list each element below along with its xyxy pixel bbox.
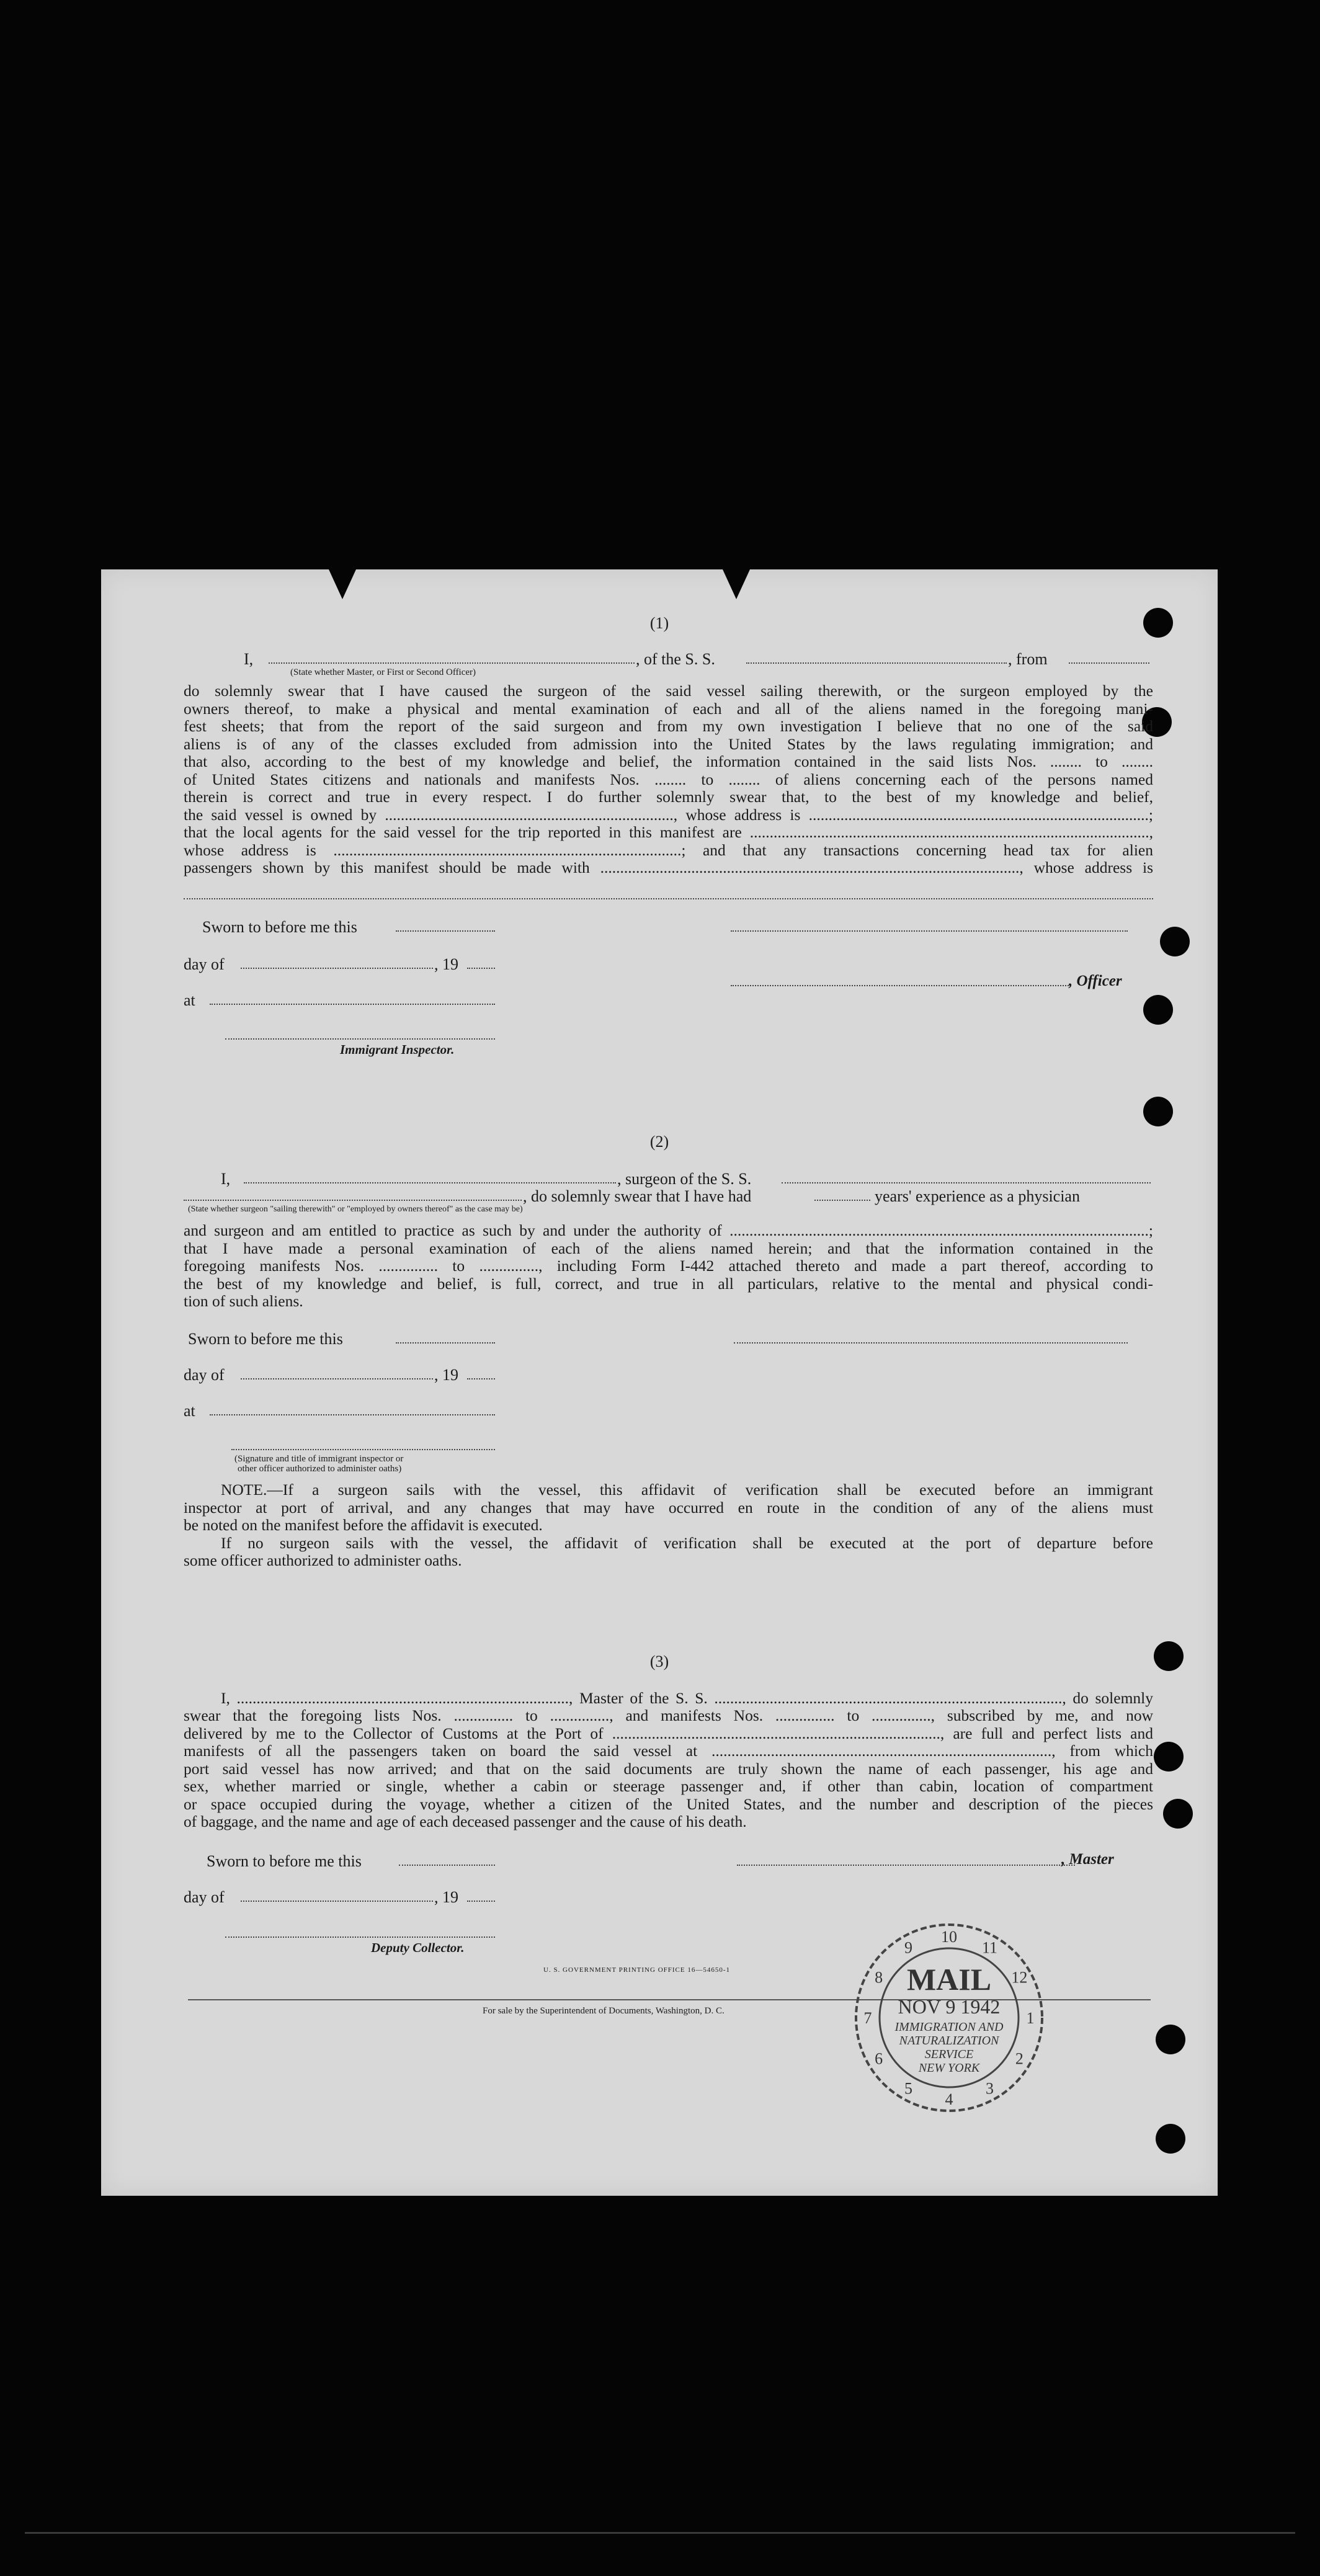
oath-line: or space occupied during the voyage, whether a citizen of the United States, and the number and description of the pieces: [184, 1795, 1153, 1813]
section-2-number: (2): [649, 1133, 669, 1151]
year-field: [467, 1901, 495, 1902]
day-field: [241, 1901, 433, 1902]
section-2-oath: [184, 1222, 1153, 1311]
officer-signature-field: [731, 930, 1128, 932]
section-2-note: [184, 1481, 1153, 1570]
section-3-oath: [221, 1690, 1153, 1708]
stamp-ring-digit: 10: [941, 1928, 957, 1946]
inspector-label: Immigrant Inspector.: [340, 1042, 455, 1057]
sworn-label: Sworn to before me this: [202, 918, 357, 936]
oath-line: and surgeon and am entitled to practice as such by and under the authority of ..........................................................................................................;: [184, 1222, 1153, 1239]
at-field: [210, 1414, 495, 1415]
collector-signature-field: [225, 1936, 495, 1938]
printing-office-line: U. S. GOVERNMENT PRINTING OFFICE 16—54650-1: [543, 1966, 731, 1974]
collector-label: Deputy Collector.: [371, 1940, 465, 1955]
year-field: [467, 968, 495, 969]
year-label: , 19: [434, 1366, 458, 1384]
day-field: [241, 968, 433, 969]
oath-line: owners thereof, to make a physical and mental examination of each and all of the aliens named in the foregoing mani-: [184, 700, 1153, 718]
punch-hole: [1143, 995, 1173, 1025]
officer-name-field: [269, 662, 635, 664]
oath-line: tion of such aliens.: [184, 1293, 303, 1310]
oath-line: that the local agents for the said vessel for the trip reported in this manifest are .....................................................................................................,: [184, 824, 1153, 841]
stamp-ring-digit: 2: [1015, 2049, 1023, 2068]
oath-line: foregoing manifests Nos. ............... to ..............., including Form I-442 attached thereto and made a part thereof, according to: [184, 1257, 1153, 1275]
day-field: [241, 1378, 433, 1379]
punch-hole: [1143, 1097, 1173, 1126]
oath-line: fest sheets; that from the report of the said surgeon and from my own investigation I believe that no one of the said: [184, 718, 1153, 735]
stamp-ring-digit: 9: [904, 1938, 912, 1957]
oath-line: manifests of all the passengers taken on board the said vessel at ......................................................................................, from which: [184, 1742, 1153, 1760]
oath-line: port said vessel has now arrived; and that on the said documents are truly shown the name of each passenger, his age and: [184, 1760, 1153, 1778]
punch-hole: [1160, 927, 1190, 956]
year-field: [467, 1378, 495, 1379]
oath-line: I, ...................................................................................., Master of the S. S. ........................................................................................, do solemnly: [221, 1690, 1153, 1707]
years-field: [814, 1200, 870, 1201]
stamp-ring-digit: 7: [863, 2009, 872, 2027]
immigration-mail-stamp: [847, 1915, 1051, 2120]
stamp-ring-digit: 11: [981, 1938, 998, 1957]
section-1-number: (1): [649, 614, 669, 632]
section-2-i: I,: [221, 1170, 231, 1188]
surgeon-vessel-field: [782, 1182, 1151, 1183]
stamp-line-1: IMMIGRATION AND: [894, 2020, 1004, 2034]
sworn-label: Sworn to before me this: [207, 1852, 362, 1870]
section-1-from: , from: [1008, 650, 1048, 668]
day-of-label: day of: [184, 955, 225, 973]
oath-line: of baggage, and the name and age of each deceased passenger and the cause of his death.: [184, 1813, 747, 1830]
note-line: NOTE.—If a surgeon sails with the vessel, this affidavit of verification shall be executed before an immigrant: [221, 1481, 1153, 1499]
note-line: If no surgeon sails with the vessel, the affidavit of verification shall be executed at the port of departure before: [221, 1534, 1153, 1552]
stamp-ring-digit: 12: [1011, 1968, 1028, 1987]
section-3-number: (3): [649, 1652, 669, 1670]
stamp-ring-digit: 1: [1026, 2009, 1035, 2027]
oath-line: passengers shown by this manifest should be made with .........................................................................................................., whose address is: [184, 859, 1153, 876]
oath-line: do solemnly swear that I have caused the surgeon of the said vessel sailing therewith, or the surgeon employed by the: [184, 682, 1153, 700]
stamp-ring-digit: 6: [875, 2049, 883, 2068]
inspector-signature-field: [231, 1449, 495, 1450]
inspector-signature-field: [225, 1038, 495, 1040]
punch-hole: [1154, 1742, 1184, 1772]
stamp-ring-digit: 4: [945, 2090, 953, 2108]
section-1-of-ss: , of the S. S.: [636, 650, 715, 668]
surgeon-name-field: [244, 1182, 616, 1183]
signer-caption: other officer authorized to administer oaths): [238, 1464, 402, 1474]
sworn-date-field: [396, 930, 495, 932]
oath-line: the best of my knowledge and belief, is full, correct, and true in all particulars, relative to the mental and physical condi-: [184, 1275, 1153, 1293]
oath-line: aliens is of any of the classes excluded from admission into the United States by the laws regulating immigration; and: [184, 735, 1153, 753]
stamp-mail: MAIL: [906, 1962, 992, 1997]
year-label: , 19: [434, 955, 458, 973]
punch-hole: [1156, 2025, 1185, 2054]
section-1-oath: [184, 682, 1153, 877]
oath-line: whose address is ........................................................................................; and that any transactions concerning head tax for alien: [184, 841, 1153, 859]
signer-caption: (Signature and title of immigrant inspector or: [234, 1454, 404, 1464]
at-label: at: [184, 991, 195, 1009]
oath-line: the said vessel is owned by ........................................................................., whose address is ......................................................................................;: [184, 806, 1153, 824]
officer-title-field: [731, 985, 1069, 986]
day-of-label: day of: [184, 1888, 225, 1906]
from-port-field: [1069, 662, 1149, 664]
at-field: [210, 1004, 495, 1005]
section-1-i: I,: [244, 650, 254, 668]
stamp-line-2: NATURALIZATION: [899, 2034, 999, 2048]
stamp-date: NOV 9 1942: [898, 1995, 1001, 2018]
swear-label: , do solemnly swear that I have had: [523, 1187, 752, 1205]
at-label: at: [184, 1402, 195, 1420]
officer-caption: (State whether Master, or First or Second Officer): [290, 667, 476, 677]
master-signature-field: [737, 1865, 1075, 1866]
surgeon-caption: (State whether surgeon "sailing therewith" or "employed by owners thereof" as the case may be): [188, 1205, 523, 1214]
stamp-line-4: NEW YORK: [918, 2061, 980, 2075]
surgeon-signature-field: [734, 1342, 1128, 1344]
stamp-ring-digit: 3: [986, 2079, 994, 2098]
stamp-ring-digit: 8: [875, 1968, 883, 1987]
sworn-date-field: [396, 1342, 495, 1344]
punch-hole: [1163, 1799, 1193, 1829]
oath-line: delivered by me to the Collector of Customs at the Port of ..................................................................................., are full and perfect lists and: [184, 1724, 1153, 1742]
sheet-notch: [723, 569, 750, 599]
stamp-ring-digit: 5: [904, 2079, 912, 2098]
day-of-label: day of: [184, 1366, 225, 1384]
officer-label: , Officer: [1069, 973, 1122, 989]
oath-line: that also, according to the best of my knowledge and belief, the information contained in the said lists Nos. ........ to ........: [184, 753, 1153, 770]
oath-line: swear that the foregoing lists Nos. ............... to ..............., and manifests Nos. ............... to ..............., subscribed by me, and now: [184, 1707, 1153, 1724]
vessel-name-field: [746, 662, 1007, 664]
film-edge-line: [25, 2532, 1295, 2534]
oath-line: that I have made a personal examination of each of the aliens named herein; and that the information contained in the: [184, 1239, 1153, 1257]
years-label: years' experience as a physician: [875, 1187, 1080, 1205]
sworn-date-field: [399, 1865, 495, 1866]
note-line: be noted on the manifest before the affidavit is executed.: [184, 1517, 543, 1534]
stamp-line-3: SERVICE: [924, 2048, 974, 2061]
sworn-label: Sworn to before me this: [188, 1330, 343, 1348]
note-line: inspector at port of arrival, and any changes that may have occurred en route in the condition of any of the aliens must: [184, 1499, 1153, 1517]
oath-line: sex, whether married or single, whether a cabin or steerage passenger and, if other than cabin, location of compartment: [184, 1778, 1153, 1795]
section-3-oath-body: [184, 1707, 1153, 1831]
sheet-notch: [329, 569, 356, 599]
surgeon-status-field: [184, 1200, 522, 1201]
surgeon-of-label: , surgeon of the S. S.: [617, 1170, 752, 1188]
address-field: [184, 898, 1153, 899]
punch-hole: [1156, 2124, 1185, 2154]
year-label: , 19: [434, 1888, 458, 1906]
master-label: , Master: [1061, 1851, 1114, 1868]
oath-line: of United States citizens and nationals and manifests Nos. ........ to ........ of aliens concerning each of the persons named: [184, 770, 1153, 788]
note-line: some officer authorized to administer oaths.: [184, 1552, 462, 1569]
oath-line: therein is correct and true in every respect. I do further solemnly swear that, to the best of my knowledge and belief,: [184, 788, 1153, 806]
for-sale-line: For sale by the Superintendent of Documents, Washington, D. C.: [483, 2006, 725, 2016]
